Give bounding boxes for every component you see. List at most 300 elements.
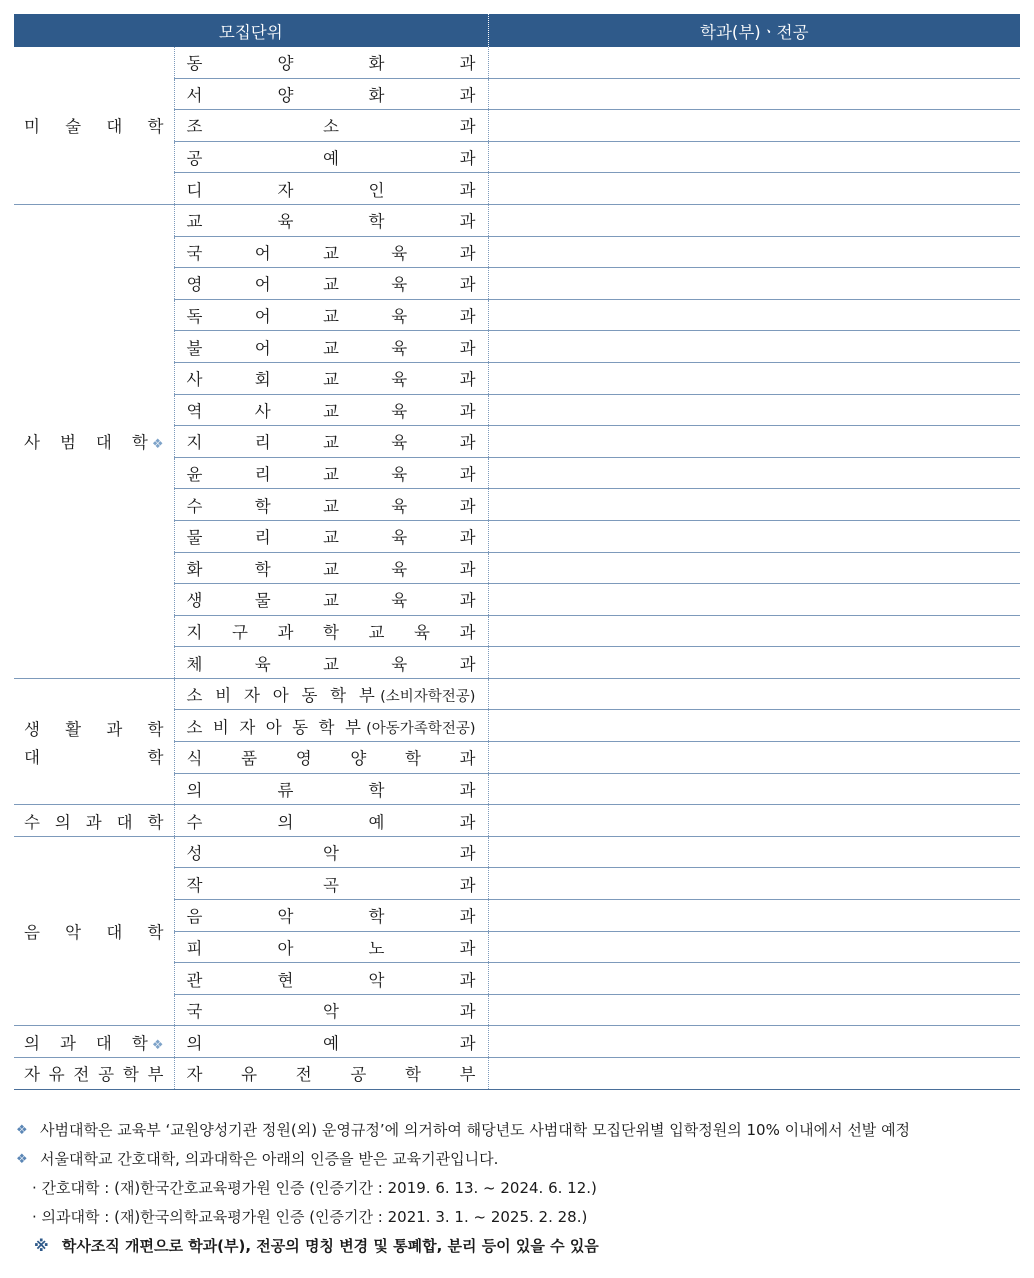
name-char: 공 <box>186 149 203 169</box>
name-char: 인 <box>368 180 385 200</box>
name-char: 어 <box>254 307 271 327</box>
name-char: 예 <box>323 149 339 169</box>
name-char: 과 <box>59 1033 76 1053</box>
table-row <box>14 805 1020 837</box>
name-char: 과 <box>459 370 476 390</box>
name-char: 수 <box>24 812 40 832</box>
department-name <box>175 777 488 801</box>
department-name <box>175 587 488 611</box>
name-char: 미 <box>24 117 40 137</box>
department-cell <box>174 236 488 268</box>
department-name <box>175 50 488 74</box>
name-char: 학 <box>368 907 385 927</box>
name-char: 성 <box>186 844 203 864</box>
major-cell <box>488 584 1020 616</box>
department-name <box>175 145 488 169</box>
name-char: 과 <box>459 275 476 295</box>
name-char: 과 <box>459 938 476 958</box>
major-cell <box>488 994 1020 1026</box>
name-char: 비 <box>215 686 232 706</box>
major-cell <box>488 963 1020 995</box>
department-name <box>175 651 488 675</box>
name-char: 화 <box>368 54 385 74</box>
name-char: 학 <box>330 686 347 706</box>
department-name <box>175 271 488 295</box>
name-char: 학 <box>368 212 385 232</box>
college-name-two-line <box>14 714 174 770</box>
name-char: 학 <box>318 717 335 737</box>
admission-units-table <box>14 14 1020 1090</box>
name-char: 대 <box>95 1033 112 1053</box>
department-cell <box>174 868 488 900</box>
name-char: 학 <box>404 749 421 769</box>
name-char: 악 <box>65 923 82 943</box>
name-char: 과 <box>459 907 476 927</box>
college-cell <box>14 47 174 204</box>
cert-nursing: · 간호대학 : (재)한국간호교육평가원 인증 (인증기간 : 2019. 6. 13. ~ 2024. 6. 12.) <box>32 1179 597 1197</box>
name-char: 공 <box>350 1065 367 1085</box>
name-char: 물 <box>254 591 271 611</box>
name-char: 육 <box>391 654 408 674</box>
major-cell <box>488 552 1020 584</box>
header-unit: 모집단위 <box>14 14 488 47</box>
name-char: 사 <box>186 370 203 390</box>
major-cell <box>488 173 1020 205</box>
name-char: 교 <box>186 212 203 232</box>
warning-text: 학사조직 개편으로 학과(부), 전공의 명칭 변경 및 통폐합, 분리 등이 있을 수 있음 <box>61 1237 599 1255</box>
cert-medicine: · 의과대학 : (재)한국의학교육평가원 인증 (인증기간 : 2021. 3. 1. ~ 2025. 2. 28.) <box>32 1208 588 1226</box>
department-cell <box>174 141 488 173</box>
name-char: 교 <box>368 622 385 642</box>
department-name <box>175 524 488 548</box>
name-char: 과 <box>459 149 476 169</box>
college-cell <box>14 204 174 678</box>
name-char: 학 <box>254 559 271 579</box>
name-char: 과 <box>459 875 476 895</box>
department-cell <box>174 900 488 932</box>
major-cell <box>488 394 1020 426</box>
name-char: 교 <box>323 654 339 674</box>
name-char: 대 <box>116 812 133 832</box>
major-cell <box>488 204 1020 236</box>
name-char: 영 <box>295 749 312 769</box>
department-name <box>175 208 488 232</box>
name-char: 윤 <box>186 465 203 485</box>
department-cell <box>174 963 488 995</box>
name-char: 디 <box>186 180 203 200</box>
name-char: 과 <box>459 970 476 990</box>
name-char: 육 <box>391 401 408 421</box>
major-cell <box>488 457 1020 489</box>
major-cell <box>488 1058 1020 1090</box>
department-name <box>175 429 488 453</box>
department-name <box>175 619 488 643</box>
college-name-line <box>24 714 164 742</box>
name-char: 소 <box>186 717 203 737</box>
department-name <box>175 461 488 485</box>
department-cell <box>174 994 488 1026</box>
department-name <box>175 493 488 517</box>
name-char: 육 <box>391 591 408 611</box>
major-cell <box>488 773 1020 805</box>
name-char: 학 <box>404 1065 421 1085</box>
name-char: 과 <box>277 622 294 642</box>
name-char: 노 <box>368 938 385 958</box>
name-char: 육 <box>391 275 408 295</box>
major-cell <box>488 78 1020 110</box>
department-name <box>175 1030 488 1054</box>
name-char: 과 <box>459 243 476 263</box>
name-char: 영 <box>186 275 203 295</box>
department-name <box>175 303 488 327</box>
name-char: 어 <box>254 338 271 358</box>
name-char: 학 ❖ <box>131 433 164 453</box>
major-cell <box>488 742 1020 774</box>
college-name <box>14 113 174 137</box>
major-cell <box>488 47 1020 78</box>
name-char: 과 <box>459 622 476 642</box>
department-cell <box>174 47 488 78</box>
department-cell <box>174 331 488 363</box>
name-char: 음 <box>186 907 203 927</box>
name-char: 학 <box>323 622 339 642</box>
admission-units-sheet <box>14 14 1020 1090</box>
department-cell <box>174 1026 488 1058</box>
name-char: 교 <box>323 496 339 516</box>
department-name <box>175 177 488 201</box>
name-char: 구 <box>232 622 248 642</box>
diamond-bullet-icon: ❖ <box>16 1123 28 1138</box>
department-cell <box>174 836 488 868</box>
department-name <box>175 240 488 264</box>
name-char: 과 <box>459 1033 476 1053</box>
major-cell <box>488 805 1020 837</box>
name-char: 리 <box>254 528 271 548</box>
major-cell <box>488 710 1020 742</box>
name-char: 학 <box>122 1065 139 1085</box>
college-name <box>14 1030 174 1054</box>
department-cell <box>174 362 488 394</box>
department-cell <box>174 173 488 205</box>
college-name <box>14 1061 174 1085</box>
name-char: 사 <box>254 401 271 421</box>
name-char: 동 <box>292 717 309 737</box>
table-row <box>14 678 1020 710</box>
name-char: 과 <box>459 465 476 485</box>
name-char: 수 <box>186 496 203 516</box>
name-char: 과 <box>459 528 476 548</box>
name-char: 어 <box>254 275 271 295</box>
name-char: 자 <box>243 686 260 706</box>
name-char: 육 <box>391 496 408 516</box>
name-char: 과 <box>459 749 476 769</box>
major-cell <box>488 615 1020 647</box>
college-cell <box>14 836 174 1026</box>
major-subtitle: (아동가족학전공) <box>366 720 476 737</box>
major-cell <box>488 900 1020 932</box>
name-char: 자 <box>24 1065 40 1085</box>
notes-section <box>16 1116 1016 1261</box>
department-name <box>175 1061 488 1085</box>
department-name <box>175 335 488 359</box>
name-char: 피 <box>186 938 203 958</box>
reorg-warning <box>16 1232 1016 1261</box>
name-char: 작 <box>186 875 203 895</box>
name-char: 학 <box>147 812 164 832</box>
name-char: 의 <box>186 780 203 800</box>
name-char: 불 <box>186 338 203 358</box>
name-char: 화 <box>186 559 203 579</box>
name-char: 과 <box>459 85 476 105</box>
department-cell <box>174 78 488 110</box>
name-char: 의 <box>24 1033 40 1053</box>
name-char: 체 <box>186 654 203 674</box>
major-cell <box>488 426 1020 458</box>
name-char: 의 <box>54 812 71 832</box>
name-char: 전 <box>73 1065 90 1085</box>
name-char: 교 <box>323 307 339 327</box>
major-cell <box>488 931 1020 963</box>
department-cell <box>174 110 488 142</box>
name-char: 학 <box>147 923 164 943</box>
name-char: 육 <box>254 654 271 674</box>
college-cell <box>14 678 174 804</box>
name-char: 과 <box>459 433 476 453</box>
name-char: 과 <box>459 591 476 611</box>
name-char: 과 <box>459 54 476 74</box>
name-char: 과 <box>459 180 476 200</box>
name-char: 아 <box>265 717 282 737</box>
department-name <box>175 840 488 864</box>
name-char: 독 <box>186 307 203 327</box>
name-char: 의 <box>186 1033 203 1053</box>
diamond-mark-icon: ❖ <box>151 1037 164 1053</box>
name-char: 과 <box>459 117 476 137</box>
name-char: 류 <box>277 780 294 800</box>
name-char: 아 <box>277 938 294 958</box>
name-char: 리 <box>254 465 271 485</box>
department-cell <box>174 710 488 742</box>
name-char: 교 <box>323 338 339 358</box>
name-char: 교 <box>323 528 339 548</box>
major-cell <box>488 110 1020 142</box>
name-char: 대 <box>106 923 123 943</box>
name-char: 과 <box>459 780 476 800</box>
department-name <box>175 556 488 580</box>
name-char: 술 <box>65 117 82 137</box>
department-cell <box>174 457 488 489</box>
name-char: 육 <box>391 528 408 548</box>
name-char: 자 <box>239 717 256 737</box>
department-name <box>175 714 488 738</box>
department-cell <box>174 299 488 331</box>
name-char: 동 <box>301 686 318 706</box>
department-name <box>175 366 488 390</box>
table-row <box>14 1026 1020 1058</box>
department-name <box>175 113 488 137</box>
name-char: 생 <box>186 591 203 611</box>
name-char: 국 <box>186 243 203 263</box>
major-cell <box>488 868 1020 900</box>
name-char: 과 <box>459 212 476 232</box>
department-cell <box>174 678 488 710</box>
table-row <box>14 836 1020 868</box>
department-name <box>175 745 488 769</box>
name-char: 부 <box>147 1065 164 1085</box>
department-cell <box>174 742 488 774</box>
note-accreditation <box>16 1145 1016 1174</box>
name-char: 대 <box>106 117 123 137</box>
name-char: 예 <box>368 812 385 832</box>
name-char: 지 <box>186 433 203 453</box>
name-char: 과 <box>459 307 476 327</box>
name-char: 활 <box>65 719 82 739</box>
header-major: 학과(부)ㆍ전공 <box>488 14 1020 47</box>
reference-mark-icon: ※ <box>34 1237 49 1255</box>
name-char: 육 <box>391 338 408 358</box>
major-cell <box>488 1026 1020 1058</box>
name-char: 육 <box>391 465 408 485</box>
department-cell <box>174 268 488 300</box>
department-name <box>175 398 488 422</box>
college-name <box>14 429 174 453</box>
department-cell <box>174 552 488 584</box>
note-teacher-training <box>16 1116 1016 1145</box>
name-char: 서 <box>186 85 203 105</box>
name-char: 소 <box>323 117 339 137</box>
name-char: 육 <box>391 370 408 390</box>
name-char: 부 <box>459 1065 476 1085</box>
name-char: 국 <box>186 1002 203 1022</box>
name-char: 예 <box>323 1033 339 1053</box>
name-char: 의 <box>277 812 294 832</box>
name-char: 육 <box>391 243 408 263</box>
major-cell <box>488 268 1020 300</box>
department-name <box>175 872 488 896</box>
name-char: 부 (아동가족학전공) <box>344 717 476 737</box>
name-char: 과 <box>459 401 476 421</box>
diamond-bullet-icon: ❖ <box>16 1152 28 1167</box>
department-name <box>175 935 488 959</box>
name-char: 품 <box>241 749 258 769</box>
name-char: 식 <box>186 749 203 769</box>
department-cell <box>174 204 488 236</box>
department-name <box>175 967 488 991</box>
major-cell <box>488 520 1020 552</box>
name-char: 육 <box>414 622 430 642</box>
name-char: 공 <box>98 1065 115 1085</box>
name-char: 악 <box>323 1002 339 1022</box>
name-char: 비 <box>212 717 229 737</box>
name-char: 교 <box>323 275 339 295</box>
department-cell <box>174 931 488 963</box>
name-char: 교 <box>323 433 339 453</box>
major-cell <box>488 647 1020 679</box>
name-char: 양 <box>350 749 367 769</box>
major-subtitle: (소비자학전공) <box>380 689 476 706</box>
name-char: 대 <box>95 433 112 453</box>
department-cell <box>174 773 488 805</box>
department-name <box>175 998 488 1022</box>
name-char: 관 <box>186 970 203 990</box>
name-char: 사 <box>24 433 40 453</box>
name-char: 교 <box>323 591 339 611</box>
college-name <box>14 919 174 943</box>
name-char: 교 <box>323 370 339 390</box>
department-cell <box>174 805 488 837</box>
name-char: 역 <box>186 401 203 421</box>
major-cell <box>488 236 1020 268</box>
name-char: 과 <box>459 844 476 864</box>
major-cell <box>488 141 1020 173</box>
department-name <box>175 682 488 706</box>
name-char: 육 <box>391 307 408 327</box>
name-char: 과 <box>459 654 476 674</box>
name-char: 음 <box>24 923 40 943</box>
name-char: 유 <box>241 1065 258 1085</box>
name-char: 과 <box>459 338 476 358</box>
name-char: 과 <box>459 1002 476 1022</box>
department-cell <box>174 584 488 616</box>
department-name <box>175 82 488 106</box>
name-char: 소 <box>186 686 203 706</box>
name-char: 과 <box>459 559 476 579</box>
table-row <box>14 1058 1020 1090</box>
name-char: 육 <box>391 433 408 453</box>
department-cell <box>174 647 488 679</box>
name-char: 대 <box>24 747 40 767</box>
table-body <box>14 47 1020 1089</box>
name-char: 교 <box>323 465 339 485</box>
diamond-mark-icon: ❖ <box>151 437 164 453</box>
name-char: 학 <box>147 747 164 767</box>
note-text: 사범대학은 교육부 ‘교원양성기관 정원(외) 운영규정’에 의거하여 해당년도 사범대학 모집단위별 입학정원의 10% 이내에서 선발 예정 <box>40 1121 911 1139</box>
department-cell <box>174 1058 488 1090</box>
note-text: 서울대학교 간호대학, 의과대학은 아래의 인증을 받은 교육기관입니다. <box>40 1150 499 1168</box>
name-char: 조 <box>186 117 203 137</box>
name-char: 어 <box>254 243 271 263</box>
name-char: 학 ❖ <box>131 1033 164 1053</box>
name-char: 교 <box>323 243 339 263</box>
name-char: 동 <box>186 54 203 74</box>
name-char: 곡 <box>323 875 339 895</box>
major-cell <box>488 489 1020 521</box>
name-char: 물 <box>186 528 203 548</box>
major-cell <box>488 299 1020 331</box>
name-char: 리 <box>254 433 271 453</box>
name-char: 전 <box>295 1065 312 1085</box>
major-cell <box>488 678 1020 710</box>
department-cell <box>174 426 488 458</box>
table-row <box>14 47 1020 78</box>
department-name <box>175 809 488 833</box>
name-char: 양 <box>277 54 294 74</box>
name-char: 학 <box>147 117 164 137</box>
college-name-line <box>24 742 164 770</box>
name-char: 학 <box>254 496 271 516</box>
name-char: 자 <box>277 180 294 200</box>
name-char: 화 <box>368 85 385 105</box>
name-char: 지 <box>186 622 203 642</box>
name-char: 생 <box>24 719 40 739</box>
name-char: 유 <box>48 1065 65 1085</box>
major-cell <box>488 362 1020 394</box>
name-char: 현 <box>277 970 294 990</box>
name-char: 육 <box>277 212 294 232</box>
name-char: 학 <box>147 719 164 739</box>
college-cell <box>14 1026 174 1058</box>
name-char: 부 (소비자학전공) <box>358 686 476 706</box>
